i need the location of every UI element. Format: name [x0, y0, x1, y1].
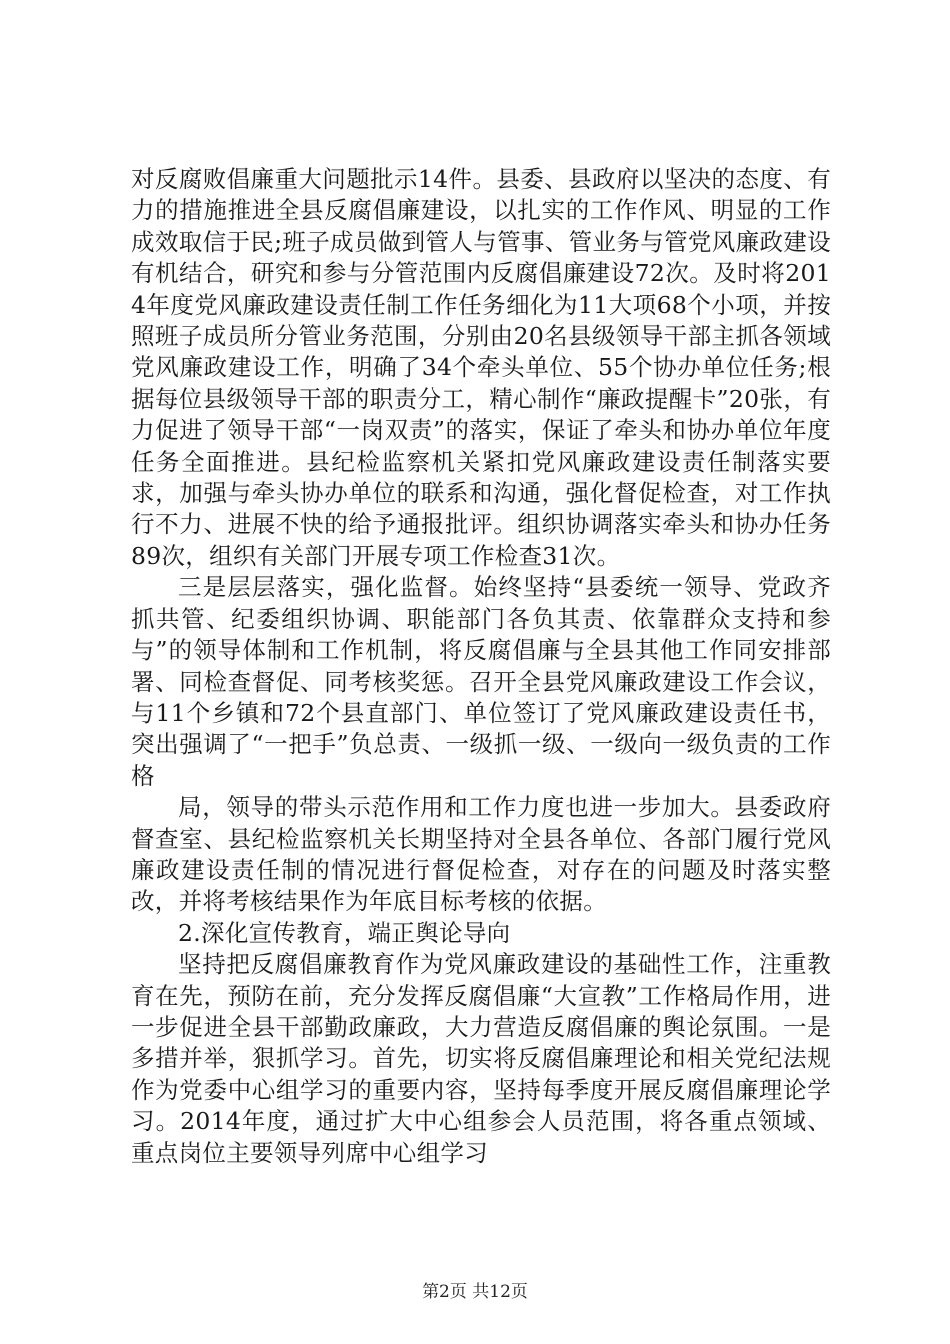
document-body [131, 164, 831, 1169]
paragraph-layered-supervision: 三是层层落实，强化监督。始终坚持“县委统一领导、党政齐抓共管、纪委组织协调、职能部门各负其责、依靠群众支持和参与”的领导体制和工作机制，将反腐倡廉与全县其他工作同安排部署、同检查督促、同考核奖惩。召开全县党风廉政建设工作会议，与11个乡镇和72个县直部门、单位签订了党风廉政建设责任书，突出强调了“一把手”负总责、一级抓一级、一级向一级负责的工作格 [131, 573, 831, 790]
paragraph-leadership-demonstration: 局，领导的带头示范作用和工作力度也进一步加大。县委政府督查室、县纪检监察机关长期坚持对全县各单位、各部门履行党风廉政建设责任制的情况进行督促检查，对存在的问题及时落实整改，并将考核结果作为年底目标考核的依据。 [131, 793, 831, 916]
paragraph-continuation: 对反腐败倡廉重大问题批示14件。县委、县政府以坚决的态度、有力的措施推进全县反腐倡廉建设，以扎实的工作作风、明显的工作成效取信于民;班子成员做到管人与管事、管业务与管党风廉政建设有机结合，研究和参与分管范围内反腐倡廉建设72次。及时将2014年度党风廉政建设责任制工作任务细化为11大项68个小项，并按照班子成员所分管业务范围，分别由20名县级领导干部主抓各领域党风廉政建设工作，明确了34个牵头单位、55个协办单位任务;根据每位县级领导干部的职责分工，精心制作“廉政提醒卡”20张，有力促进了领导干部“一岗双责”的落实，保证了牵头和协办单位年度任务全面推进。县纪检监察机关紧扣党风廉政建设责任制落实要求，加强与牵头协办单位的联系和沟通，强化督促检查，对工作执行不力、进展不快的给予通报批评。组织协调落实牵头和协办任务89次，组织有关部门开展专项工作检查31次。 [131, 165, 831, 570]
section-heading: 2.深化宣传教育，端正舆论导向 [178, 918, 511, 947]
page-number-footer: 第2页 共12页 [422, 1282, 528, 1302]
paragraph-education: 坚持把反腐倡廉教育作为党风廉政建设的基础性工作，注重教育在先，预防在前，充分发挥反腐倡廉“大宣教”工作格局作用，进一步促进全县干部勤政廉政，大力营造反腐倡廉的舆论氛围。一是多措并举，狠抓学习。首先，切实将反腐倡廉理论和相关党纪法规作为党委中心组学习的重要内容，坚持每季度开展反腐倡廉理论学习。2014年度，通过扩大中心组参会人员范围，将各重点领域、重点岗位主要领导列席中心组学习 [131, 950, 831, 1167]
